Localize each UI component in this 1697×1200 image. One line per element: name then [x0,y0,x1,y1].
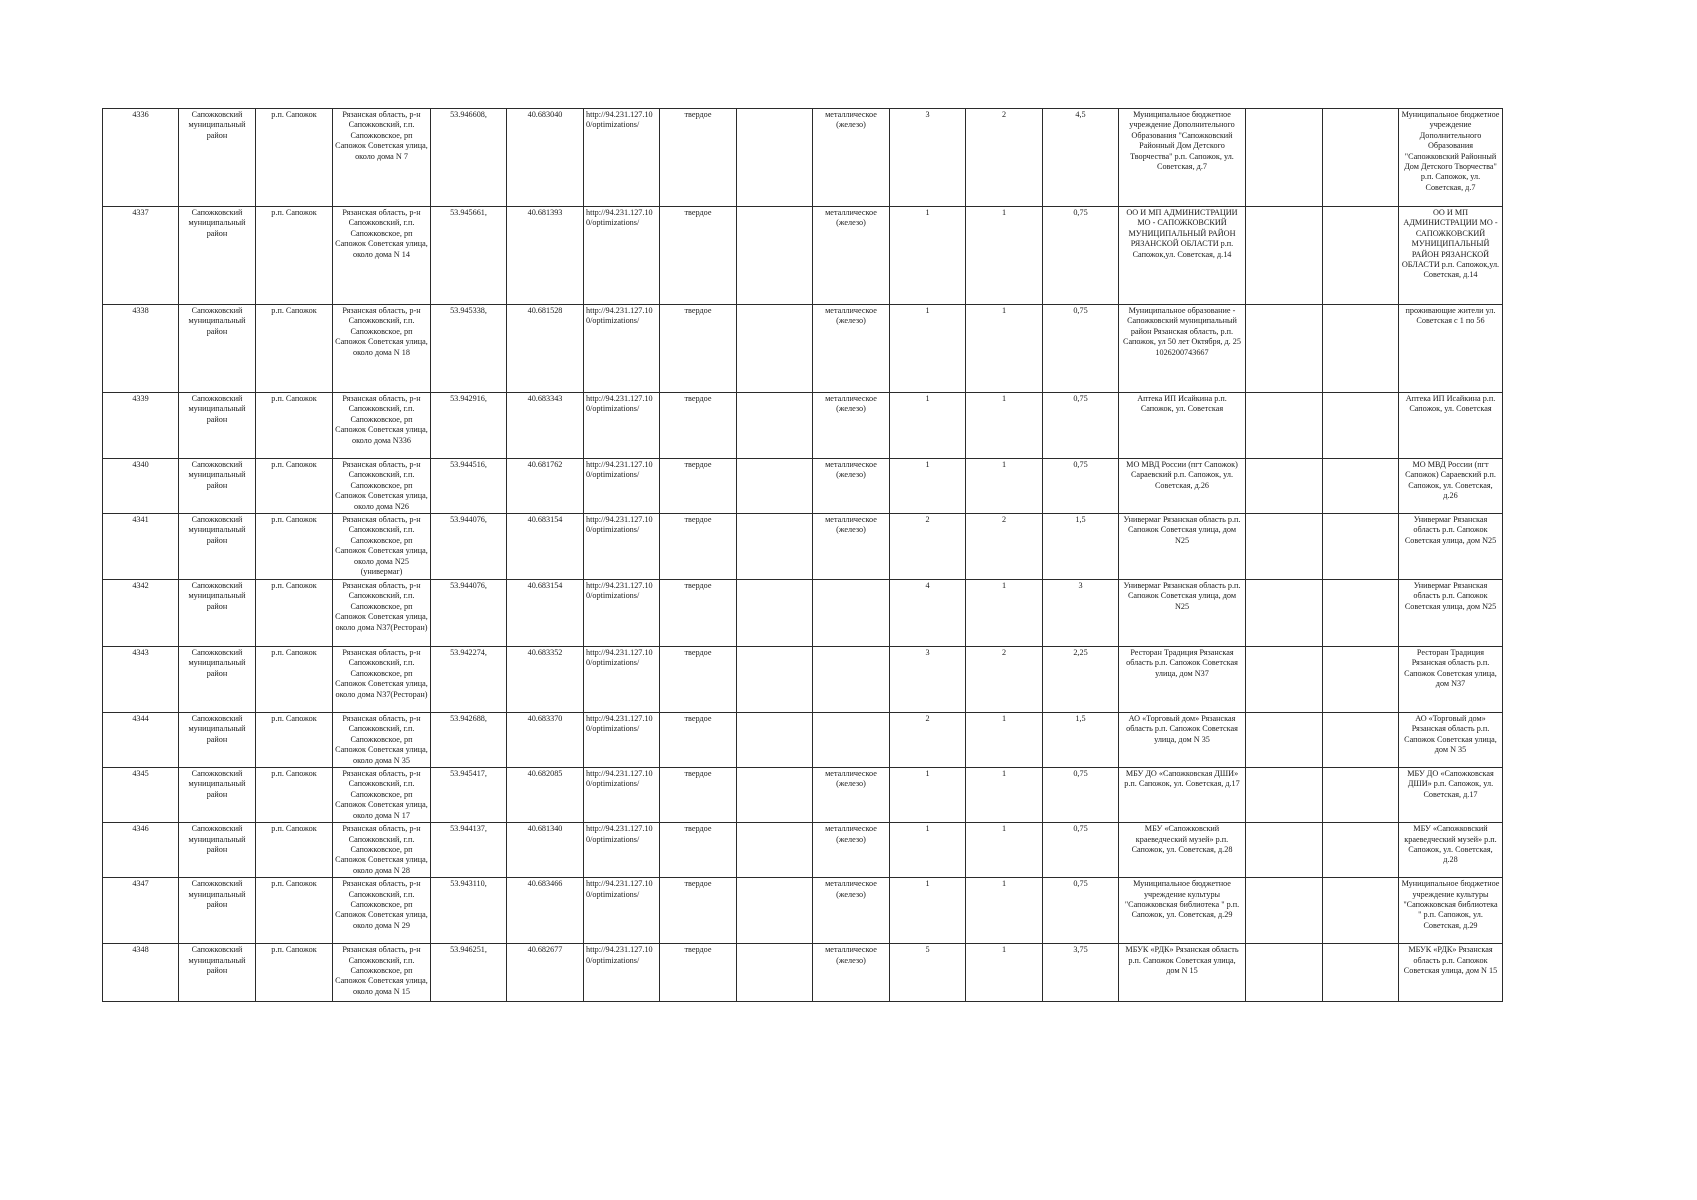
district-cell: Сапожковский муниципальный район [179,459,256,514]
volume-cell: 0,75 [1043,768,1119,823]
surface-cell: твердое [660,713,737,768]
empty-cell [737,514,813,580]
address-cell: Рязанская область, р-н Сапожковский, г.п. Сапожковское, рп Сапожок Советская улица, около дома N26 [333,459,431,514]
district-cell: Сапожковский муниципальный район [179,207,256,305]
address-cell: Рязанская область, р-н Сапожковский, г.п. Сапожковское, рп Сапожок Советская улица, около дома N25 (универмаг) [333,514,431,580]
material-cell [813,647,890,713]
source-cell: МО МВД России (пгт Сапожок) Сараевский р.п. Сапожок, ул. Советская, д.26 [1399,459,1503,514]
surface-cell: твердое [660,393,737,459]
material-cell: металлическое (железо) [813,878,890,944]
material-cell: металлическое (железо) [813,514,890,580]
settlement-cell: р.п. Сапожок [256,514,333,580]
empty-cell [1323,768,1399,823]
containers-cell: 3 [890,109,966,207]
count-cell: 1 [966,393,1043,459]
link-cell: http://94.231.127.10 0/optimizations/ [584,514,660,580]
count-cell: 2 [966,647,1043,713]
empty-cell [737,944,813,1002]
surface-cell: твердое [660,580,737,647]
longitude-cell: 40.683154 [507,580,584,647]
address-cell: Рязанская область, р-н Сапожковский, г.п. Сапожковское, рп Сапожок Советская улица, около дома N 28 [333,823,431,878]
latitude-cell: 53.942688, [431,713,507,768]
empty-cell [1323,944,1399,1002]
address-cell: Рязанская область, р-н Сапожковский, г.п. Сапожковское, рп Сапожок Советская улица, около дома N 35 [333,713,431,768]
table-row [103,459,1503,514]
latitude-cell: 53.946251, [431,944,507,1002]
address-cell: Рязанская область, р-н Сапожковский, г.п. Сапожковское, рп Сапожок Советская улица, около дома N 29 [333,878,431,944]
containers-cell: 1 [890,878,966,944]
row-id: 4342 [103,580,179,647]
latitude-cell: 53.945417, [431,768,507,823]
source-cell: Муниципальное бюджетное учреждение культуры "Сапожковская библиотека " р.п. Сапожок, ул. Советская, д.29 [1399,878,1503,944]
table-row [103,580,1503,647]
empty-cell [1246,393,1323,459]
owner-cell: МБУ «Сапожковский краеведческий музей» р.п. Сапожок, ул. Советская, д.28 [1119,823,1246,878]
owner-cell: МБУК «РДК» Рязанская область р.п. Сапожок Советская улица, дом N 15 [1119,944,1246,1002]
empty-cell [737,109,813,207]
table-row [103,109,1503,207]
empty-cell [1246,944,1323,1002]
longitude-cell: 40.683466 [507,878,584,944]
empty-cell [1246,459,1323,514]
containers-cell: 1 [890,305,966,393]
surface-cell: твердое [660,109,737,207]
longitude-cell: 40.681340 [507,823,584,878]
surface-cell: твердое [660,514,737,580]
settlement-cell: р.п. Сапожок [256,109,333,207]
empty-cell [1246,514,1323,580]
source-cell: ОО И МП АДМИНИСТРАЦИИ МО - САПОЖКОВСКИЙ МУНИЦИПАЛЬНЫЙ РАЙОН РЯЗАНСКОЙ ОБЛАСТИ р.п. Сапожок,ул. Советская, д.14 [1399,207,1503,305]
address-cell: Рязанская область, р-н Сапожковский, г.п. Сапожковское, рп Сапожок Советская улица, около дома N 7 [333,109,431,207]
settlement-cell: р.п. Сапожок [256,393,333,459]
link-cell: http://94.231.127.10 0/optimizations/ [584,459,660,514]
longitude-cell: 40.683370 [507,713,584,768]
owner-cell: МО МВД России (пгт Сапожок) Сараевский р.п. Сапожок, ул. Советская, д.26 [1119,459,1246,514]
empty-cell [1246,207,1323,305]
containers-cell: 1 [890,207,966,305]
owner-cell: Универмаг Рязанская область р.п. Сапожок Советская улица, дом N25 [1119,580,1246,647]
longitude-cell: 40.681762 [507,459,584,514]
link-cell: http://94.231.127.10 0/optimizations/ [584,207,660,305]
settlement-cell: р.п. Сапожок [256,459,333,514]
surface-cell: твердое [660,305,737,393]
empty-cell [1246,768,1323,823]
address-cell: Рязанская область, р-н Сапожковский, г.п. Сапожковское, рп Сапожок Советская улица, около дома N37(Ресторан) [333,647,431,713]
registry-table [102,108,1503,1002]
owner-cell: Муниципальное образование - Сапожковский муниципальный район Рязанская область, р.п. Сапожок, ул 50 лет Октября, д. 25 1026200743667 [1119,305,1246,393]
district-cell: Сапожковский муниципальный район [179,514,256,580]
empty-cell [1246,878,1323,944]
link-cell: http://94.231.127.10 0/optimizations/ [584,944,660,1002]
surface-cell: твердое [660,878,737,944]
empty-cell [1323,305,1399,393]
row-id: 4336 [103,109,179,207]
count-cell: 1 [966,768,1043,823]
link-cell: http://94.231.127.10 0/optimizations/ [584,109,660,207]
district-cell: Сапожковский муниципальный район [179,305,256,393]
row-id: 4346 [103,823,179,878]
empty-cell [1323,109,1399,207]
surface-cell: твердое [660,459,737,514]
longitude-cell: 40.682677 [507,944,584,1002]
empty-cell [1323,459,1399,514]
latitude-cell: 53.942274, [431,647,507,713]
district-cell: Сапожковский муниципальный район [179,768,256,823]
table-row [103,647,1503,713]
empty-cell [1323,878,1399,944]
count-cell: 2 [966,514,1043,580]
row-id: 4337 [103,207,179,305]
source-cell: Муниципальное бюджетное учреждение Дополнительного Образования "Сапожковский Районный Дом Детского Творчества" р.п. Сапожок, ул. Советская, д.7 [1399,109,1503,207]
empty-cell [737,393,813,459]
row-id: 4339 [103,393,179,459]
source-cell: Универмаг Рязанская область р.п. Сапожок Советская улица, дом N25 [1399,580,1503,647]
surface-cell: твердое [660,768,737,823]
link-cell: http://94.231.127.10 0/optimizations/ [584,878,660,944]
source-cell: АО «Торговый дом» Рязанская область р.п. Сапожок Советская улица, дом N 35 [1399,713,1503,768]
material-cell [813,713,890,768]
settlement-cell: р.п. Сапожок [256,207,333,305]
settlement-cell: р.п. Сапожок [256,647,333,713]
owner-cell: Универмаг Рязанская область р.п. Сапожок Советская улица, дом N25 [1119,514,1246,580]
latitude-cell: 53.945661, [431,207,507,305]
owner-cell: Ресторан Традиция Рязанская область р.п. Сапожок Советская улица, дом N37 [1119,647,1246,713]
volume-cell: 2,25 [1043,647,1119,713]
empty-cell [737,823,813,878]
row-id: 4340 [103,459,179,514]
volume-cell: 1,5 [1043,514,1119,580]
settlement-cell: р.п. Сапожок [256,713,333,768]
address-cell: Рязанская область, р-н Сапожковский, г.п. Сапожковское, рп Сапожок Советская улица, около дома N 15 [333,944,431,1002]
count-cell: 1 [966,305,1043,393]
containers-cell: 1 [890,459,966,514]
empty-cell [737,459,813,514]
containers-cell: 3 [890,647,966,713]
empty-cell [1323,207,1399,305]
district-cell: Сапожковский муниципальный район [179,647,256,713]
owner-cell: МБУ ДО «Сапожковская ДШИ» р.п. Сапожок, ул. Советская, д.17 [1119,768,1246,823]
count-cell: 1 [966,459,1043,514]
containers-cell: 4 [890,580,966,647]
link-cell: http://94.231.127.10 0/optimizations/ [584,768,660,823]
address-cell: Рязанская область, р-н Сапожковский, г.п. Сапожковское, рп Сапожок Советская улица, около дома N37(Ресторан) [333,580,431,647]
longitude-cell: 40.683040 [507,109,584,207]
district-cell: Сапожковский муниципальный район [179,580,256,647]
volume-cell: 0,75 [1043,393,1119,459]
empty-cell [1323,823,1399,878]
settlement-cell: р.п. Сапожок [256,580,333,647]
source-cell: проживающие жители ул. Советская с 1 по 56 [1399,305,1503,393]
empty-cell [1323,713,1399,768]
source-cell: МБУ ДО «Сапожковская ДШИ» р.п. Сапожок, ул. Советская, д.17 [1399,768,1503,823]
row-id: 4348 [103,944,179,1002]
volume-cell: 4,5 [1043,109,1119,207]
link-cell: http://94.231.127.10 0/optimizations/ [584,393,660,459]
volume-cell: 0,75 [1043,823,1119,878]
longitude-cell: 40.683343 [507,393,584,459]
volume-cell: 0,75 [1043,305,1119,393]
link-cell: http://94.231.127.10 0/optimizations/ [584,305,660,393]
empty-cell [1246,647,1323,713]
empty-cell [1323,514,1399,580]
volume-cell: 0,75 [1043,459,1119,514]
volume-cell: 0,75 [1043,878,1119,944]
latitude-cell: 53.944516, [431,459,507,514]
empty-cell [1323,393,1399,459]
longitude-cell: 40.683154 [507,514,584,580]
row-id: 4341 [103,514,179,580]
containers-cell: 1 [890,768,966,823]
empty-cell [1246,109,1323,207]
count-cell: 1 [966,580,1043,647]
district-cell: Сапожковский муниципальный район [179,878,256,944]
empty-cell [737,207,813,305]
material-cell: металлическое (железо) [813,393,890,459]
settlement-cell: р.п. Сапожок [256,823,333,878]
empty-cell [737,580,813,647]
source-cell: МБУ «Сапожковский краеведческий музей» р.п. Сапожок, ул. Советская, д.28 [1399,823,1503,878]
owner-cell: Аптека ИП Исайкина р.п. Сапожок, ул. Советская [1119,393,1246,459]
volume-cell: 0,75 [1043,207,1119,305]
volume-cell: 3,75 [1043,944,1119,1002]
table-row [103,305,1503,393]
latitude-cell: 53.943110, [431,878,507,944]
settlement-cell: р.п. Сапожок [256,768,333,823]
empty-cell [737,878,813,944]
longitude-cell: 40.681528 [507,305,584,393]
owner-cell: Муниципальное бюджетное учреждение Дополнительного Образования "Сапожковский Районный Дом Детского Творчества" р.п. Сапожок, ул. Советская, д.7 [1119,109,1246,207]
district-cell: Сапожковский муниципальный район [179,713,256,768]
containers-cell: 1 [890,393,966,459]
address-cell: Рязанская область, р-н Сапожковский, г.п. Сапожковское, рп Сапожок Советская улица, около дома N 14 [333,207,431,305]
count-cell: 1 [966,207,1043,305]
count-cell: 1 [966,823,1043,878]
empty-cell [1246,580,1323,647]
material-cell: металлическое (железо) [813,459,890,514]
containers-cell: 2 [890,514,966,580]
empty-cell [1323,580,1399,647]
material-cell [813,580,890,647]
link-cell: http://94.231.127.10 0/optimizations/ [584,647,660,713]
latitude-cell: 53.942916, [431,393,507,459]
owner-cell: Муниципальное бюджетное учреждение культуры "Сапожковская библиотека " р.п. Сапожок, ул. Советская, д.29 [1119,878,1246,944]
link-cell: http://94.231.127.10 0/optimizations/ [584,713,660,768]
row-id: 4343 [103,647,179,713]
table-row [103,768,1503,823]
latitude-cell: 53.945338, [431,305,507,393]
source-cell: Ресторан Традиция Рязанская область р.п. Сапожок Советская улица, дом N37 [1399,647,1503,713]
source-cell: МБУК «РДК» Рязанская область р.п. Сапожок Советская улица, дом N 15 [1399,944,1503,1002]
district-cell: Сапожковский муниципальный район [179,109,256,207]
row-id: 4344 [103,713,179,768]
address-cell: Рязанская область, р-н Сапожковский, г.п. Сапожковское, рп Сапожок Советская улица, около дома N 18 [333,305,431,393]
settlement-cell: р.п. Сапожок [256,944,333,1002]
count-cell: 1 [966,944,1043,1002]
longitude-cell: 40.681393 [507,207,584,305]
row-id: 4345 [103,768,179,823]
district-cell: Сапожковский муниципальный район [179,393,256,459]
count-cell: 2 [966,109,1043,207]
owner-cell: АО «Торговый дом» Рязанская область р.п. Сапожок Советская улица, дом N 35 [1119,713,1246,768]
latitude-cell: 53.944076, [431,514,507,580]
table-row [103,823,1503,878]
row-id: 4347 [103,878,179,944]
material-cell: металлическое (железо) [813,109,890,207]
material-cell: металлическое (железо) [813,944,890,1002]
latitude-cell: 53.944137, [431,823,507,878]
settlement-cell: р.п. Сапожок [256,305,333,393]
address-cell: Рязанская область, р-н Сапожковский, г.п. Сапожковское, рп Сапожок Советская улица, около дома N 17 [333,768,431,823]
source-cell: Аптека ИП Исайкина р.п. Сапожок, ул. Советская [1399,393,1503,459]
district-cell: Сапожковский муниципальный район [179,823,256,878]
address-cell: Рязанская область, р-н Сапожковский, г.п. Сапожковское, рп Сапожок Советская улица, около дома N336 [333,393,431,459]
longitude-cell: 40.682085 [507,768,584,823]
table-row [103,878,1503,944]
empty-cell [737,305,813,393]
empty-cell [1323,647,1399,713]
table-row [103,393,1503,459]
latitude-cell: 53.946608, [431,109,507,207]
empty-cell [737,713,813,768]
row-id: 4338 [103,305,179,393]
containers-cell: 2 [890,713,966,768]
table-row [103,713,1503,768]
link-cell: http://94.231.127.10 0/optimizations/ [584,823,660,878]
containers-cell: 5 [890,944,966,1002]
empty-cell [1246,713,1323,768]
settlement-cell: р.п. Сапожок [256,878,333,944]
material-cell: металлическое (железо) [813,823,890,878]
empty-cell [737,647,813,713]
owner-cell: ОО И МП АДМИНИСТРАЦИИ МО - САПОЖКОВСКИЙ МУНИЦИПАЛЬНЫЙ РАЙОН РЯЗАНСКОЙ ОБЛАСТИ р.п. Сапожок,ул. Советская, д.14 [1119,207,1246,305]
count-cell: 1 [966,713,1043,768]
longitude-cell: 40.683352 [507,647,584,713]
table-row [103,944,1503,1002]
containers-cell: 1 [890,823,966,878]
empty-cell [737,768,813,823]
surface-cell: твердое [660,823,737,878]
volume-cell: 3 [1043,580,1119,647]
district-cell: Сапожковский муниципальный район [179,944,256,1002]
empty-cell [1246,305,1323,393]
count-cell: 1 [966,878,1043,944]
table-row [103,207,1503,305]
material-cell: металлическое (железо) [813,207,890,305]
table-row [103,514,1503,580]
surface-cell: твердое [660,944,737,1002]
latitude-cell: 53.944076, [431,580,507,647]
material-cell: металлическое (железо) [813,768,890,823]
volume-cell: 1,5 [1043,713,1119,768]
surface-cell: твердое [660,647,737,713]
link-cell: http://94.231.127.10 0/optimizations/ [584,580,660,647]
empty-cell [1246,823,1323,878]
surface-cell: твердое [660,207,737,305]
material-cell: металлическое (железо) [813,305,890,393]
source-cell: Универмаг Рязанская область р.п. Сапожок Советская улица, дом N25 [1399,514,1503,580]
